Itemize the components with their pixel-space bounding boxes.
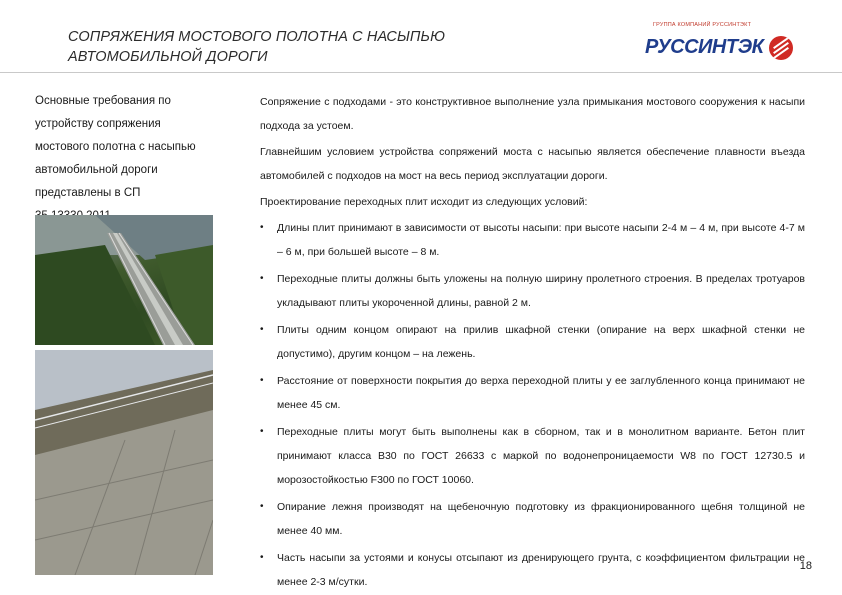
main-body	[260, 90, 805, 595]
page-title-line-2: АВТОМОБИЛЬНОЙ ДОРОГИ	[68, 49, 268, 65]
caption-line-1: Основные требования по	[35, 95, 171, 107]
title-divider	[0, 72, 842, 73]
design-conditions-list	[260, 216, 805, 594]
list-item: • Переходные плиты могут быть выполнены как в сборном, так и в монолитном варианте. Бетон плит принимают класса В30 по ГОСТ 26633 с маркой по водонепроницаемости W8 по ГОСТ 12730.5 и морозостойкостью F300 по ГОСТ 10060.	[260, 420, 805, 492]
list-item: • Опирание лежня производят на щебеночную подготовку из фракционированного щебня толщиной не менее 40 мм.	[260, 495, 805, 543]
company-logo	[645, 22, 795, 66]
page-number: 18	[799, 560, 812, 572]
list-item: • Плиты одним концом опирают на прилив шкафной стенки (опирание на верх шкафной стенки не допустимо), другим концом – на лежень.	[260, 318, 805, 366]
list-item: • Расстояние от поверхности покрытия до верха переходной плиты у ее заглубленного конца принимают не менее 45 см.	[260, 369, 805, 417]
list-item: • Длины плит принимают в зависимости от высоты насыпи: при высоте насыпи 2-4 м – 4 м, при высоте 4-7 м – 6 м, при большей высоте – 8 м.	[260, 216, 805, 264]
caption-line-2: устройству сопряжения	[35, 118, 161, 130]
caption-line-3: мостового полотна с насыпью	[35, 141, 196, 153]
bridge-aerial-illustration	[35, 215, 213, 345]
caption-line-5: представлены в СП	[35, 187, 141, 199]
definition-paragraph: Сопряжение с подходами - это конструктивное выполнение узла примыкания мостового сооружения к насыпи подхода за устоем.	[260, 96, 805, 132]
requirements-caption	[35, 90, 245, 228]
design-conditions-intro: Проектирование переходных плит исходит из следующих условий:	[260, 196, 588, 208]
main-condition-paragraph: Главнейшим условием устройства сопряжений моста с насыпью является обеспечение плавности въезда автомобилей с подходов на мост на весь период эксплуатации дороги.	[260, 146, 805, 182]
page-title-line-1: СОПРЯЖЕНИЯ МОСТОВОГО ПОЛОТНА С НАСЫПЬЮ	[68, 29, 445, 45]
list-item: • Часть насыпи за устоями и конусы отсыпают из дренирующего грунта, с коэффициентом фильтрации не менее 2-3 м/сутки.	[260, 546, 805, 594]
logo-tagline: ГРУППА КОМПАНИЙ РУССИНТЭКТ	[653, 22, 752, 28]
logo-emblem-icon	[769, 36, 793, 60]
bridge-aerial-photo	[35, 215, 213, 345]
transition-slab-photo	[35, 350, 213, 575]
page-title	[68, 27, 588, 67]
logo-wordmark: РУССИНТЭК	[645, 36, 764, 58]
transition-slab-illustration	[35, 350, 213, 575]
list-item: • Переходные плиты должны быть уложены на полную ширину пролетного строения. В пределах тротуаров укладывают плиты укороченной длины, равной 2 м.	[260, 267, 805, 315]
caption-line-4: автомобильной дороги	[35, 164, 158, 176]
